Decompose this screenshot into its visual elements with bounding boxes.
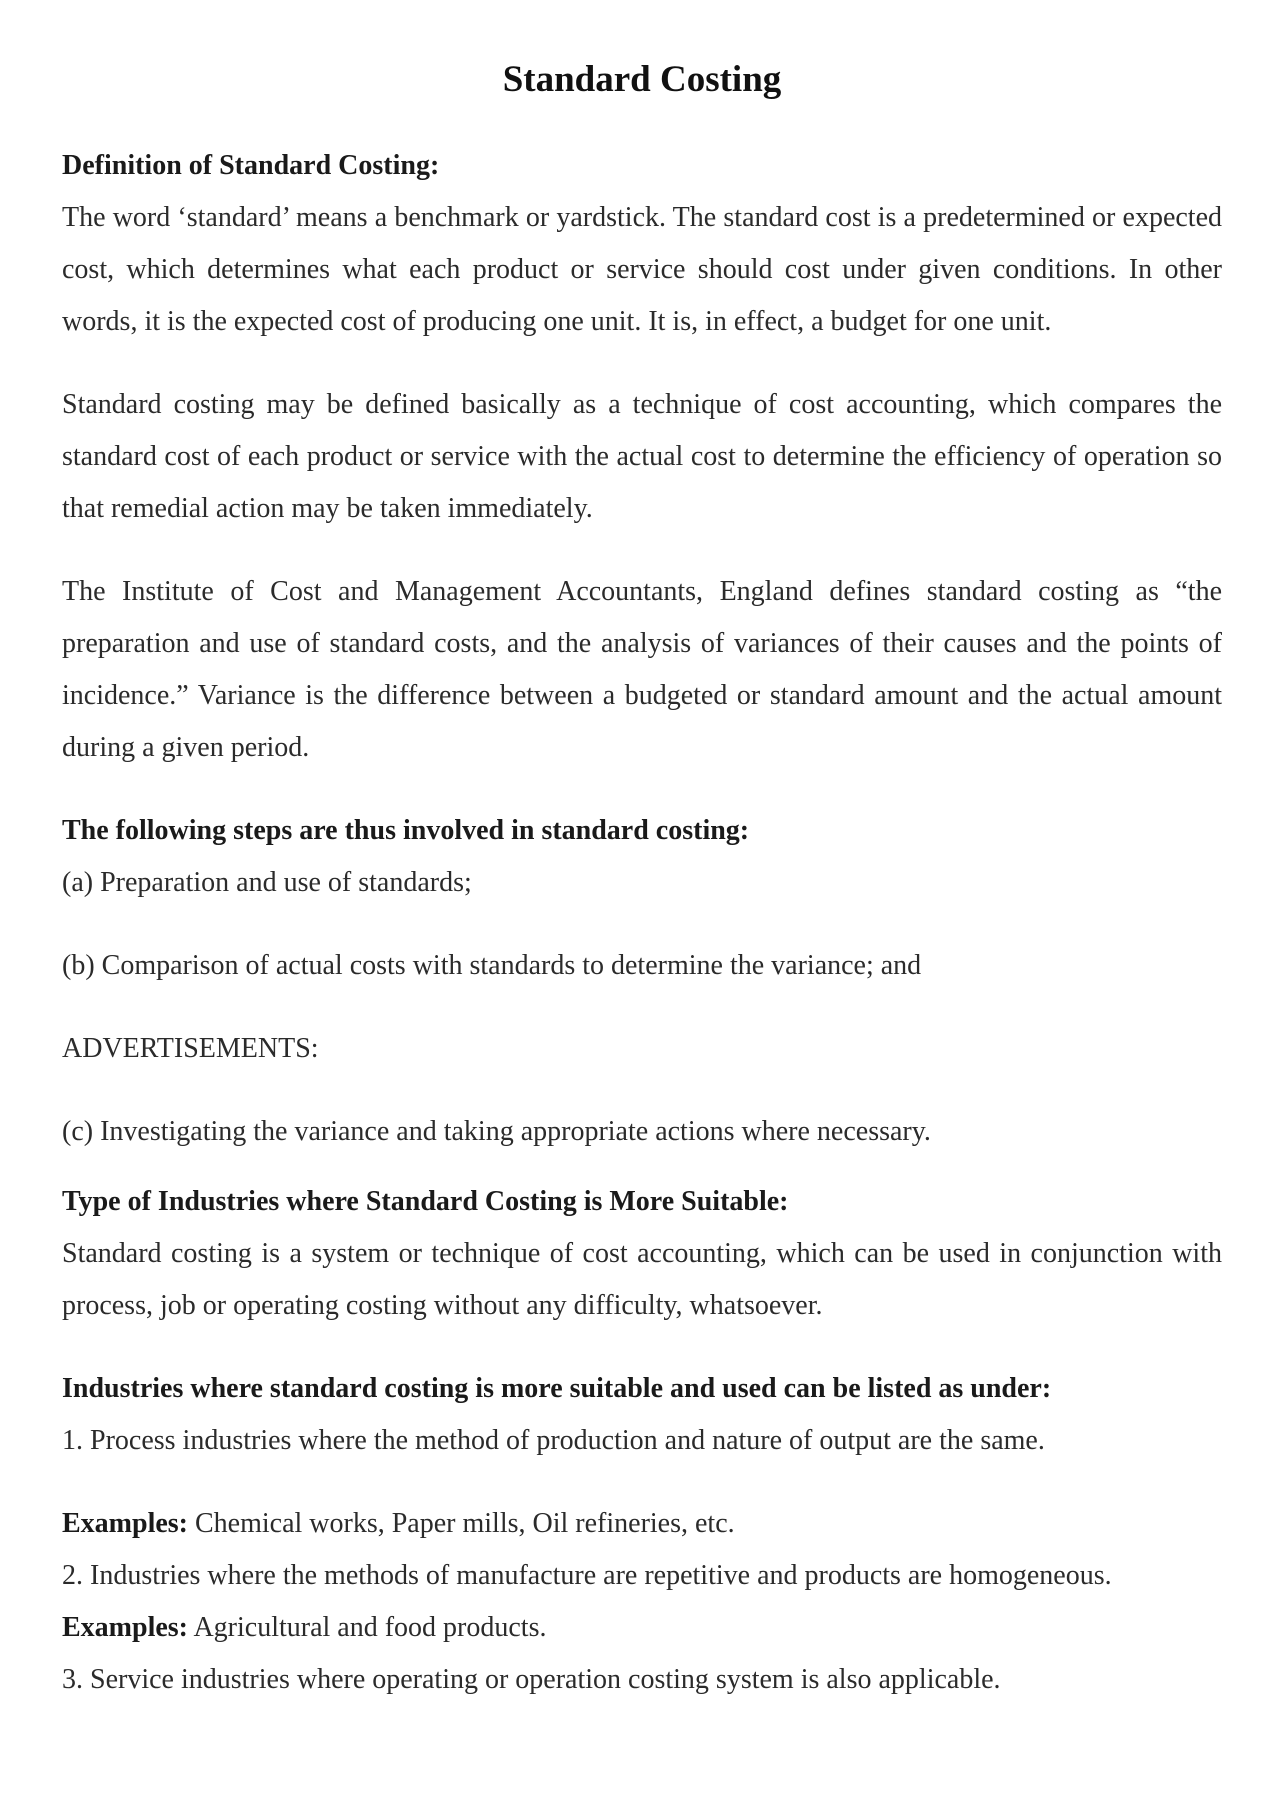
- definition-paragraph-3: The Institute of Cost and Management Accountants, England defines standard costing as “the preparation and use of standard costs, and the analysis of variances of their causes and the points of incidence.” Variance is the difference between a budgeted or standard amount and the actual amount during a given period.: [62, 576, 1222, 764]
- industry-examples-2: [62, 1602, 1222, 1654]
- industries-heading: Type of Industries where Standard Costing is More Suitable:: [62, 1186, 789, 1218]
- page-title: Standard Costing: [502, 59, 782, 100]
- steps-heading: The following steps are thus involved in standard costing:: [62, 815, 750, 847]
- industries-list-heading: Industries where standard costing is more suitable and used can be listed as under:: [62, 1373, 1052, 1405]
- step-b: (b) Comparison of actual costs with standards to determine the variance; and: [62, 950, 922, 982]
- definition-heading: Definition of Standard Costing:: [62, 150, 440, 182]
- document-page: [62, 58, 1222, 1706]
- examples-text: Chemical works, Paper mills, Oil refineries, etc.: [188, 1508, 735, 1540]
- definition-paragraph-2: Standard costing may be defined basically as a technique of cost accounting, which compares the standard cost of each product or service with the actual cost to determine the efficiency of operation so that remedial action may be taken immediately.: [62, 389, 1222, 525]
- step-a: (a) Preparation and use of standards;: [62, 867, 472, 899]
- step-c: (c) Investigating the variance and taking appropriate actions where necessary.: [62, 1116, 931, 1148]
- industry-item-3: 3. Service industries where operating or operation costing system is also applicable.: [62, 1664, 1001, 1696]
- industry-item-1: 1. Process industries where the method of production and nature of output are the same.: [62, 1425, 1045, 1457]
- examples-label: Examples:: [62, 1508, 188, 1540]
- industry-item-2: 2. Industries where the methods of manufacture are repetitive and products are homogeneous.: [62, 1560, 1112, 1592]
- examples-text: Agricultural and food products.: [188, 1612, 547, 1644]
- definition-paragraph-1: The word ‘standard’ means a benchmark or yardstick. The standard cost is a predetermined or expected cost, which determines what each product or service should cost under given conditions. In other words, it is the expected cost of producing one unit. It is, in effect, a budget for one unit.: [62, 202, 1222, 338]
- advertisements-label: ADVERTISEMENTS:: [62, 1033, 319, 1065]
- industry-examples-1: [62, 1498, 1222, 1550]
- industries-paragraph: Standard costing is a system or technique of cost accounting, which can be used in conjunction with process, job or operating costing without any difficulty, whatsoever.: [62, 1238, 1222, 1322]
- examples-label: Examples:: [62, 1612, 188, 1644]
